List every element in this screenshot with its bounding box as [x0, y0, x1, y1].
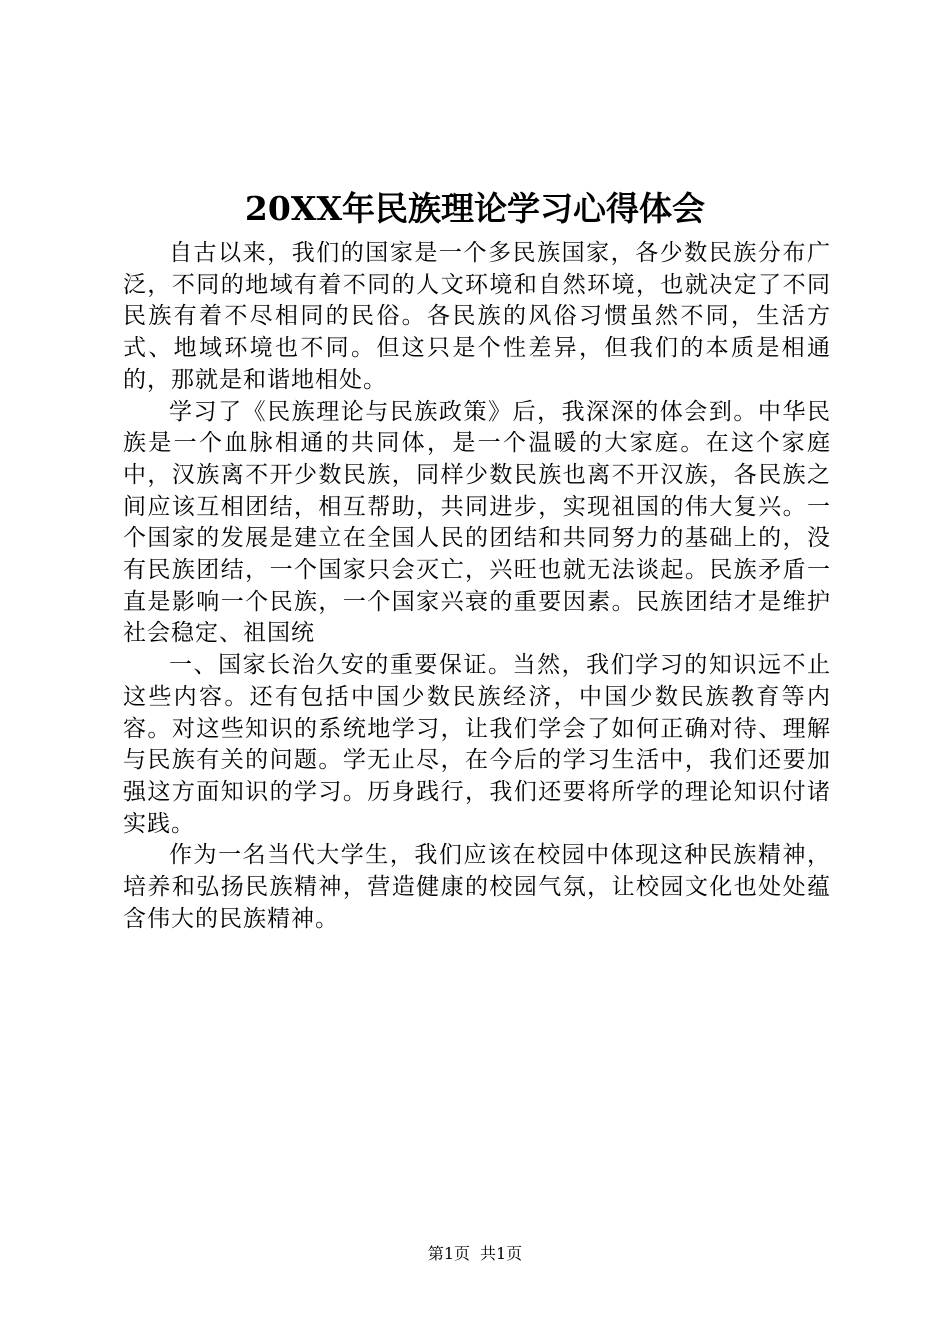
paragraph-1: 自古以来，我们的国家是一个多民族国家，各少数民族分布广泛，不同的地域有着不同的人文环境和自然环境，也就决定了不同民族有着不尽相同的民俗。各民族的风俗习惯虽然不同，生活方式、地域环境也不同。但这只是个性差异，但我们的本质是相通的，那就是和谐地相处。 [123, 240, 831, 393]
paragraph-2: 学习了《民族理论与民族政策》后，我深深的体会到。中华民族是一个血脉相通的共同体，是一个温暖的大家庭。在这个家庭中，汉族离不开少数民族，同样少数民族也离不开汉族，各民族之间应该互相团结，相互帮助，共同进步，实现祖国的伟大复兴。一个国家的发展是建立在全国人民的团结和共同努力的基础上的，没有民族团结，一个国家只会灭亡，兴旺也就无法谈起。民族矛盾一直是影响一个民族，一个国家兴衰的重要因素。民族团结才是维护社会稳定、祖国统 [123, 398, 831, 647]
page-footer [0, 1243, 950, 1265]
page-number-current: 第1页 [427, 1244, 470, 1263]
document-title: 20XX年民族理论学习心得体会 [244, 189, 706, 228]
paragraph-4: 作为一名当代大学生，我们应该在校园中体现这种民族精神，培养和弘扬民族精神，营造健康的校园气氛，让校园文化也处处蕴含伟大的民族精神。 [123, 842, 831, 932]
paragraph-3: 一、国家长治久安的重要保证。当然，我们学习的知识远不止这些内容。还有包括中国少数民族经济，中国少数民族教育等内容。对这些知识的系统地学习，让我们学会了如何正确对待、理解与民族有关的问题。学无止尽，在今后的学习生活中，我们还要加强这方面知识的学习。历身践行，我们还要将所学的理论知识付诸实践。 [123, 652, 831, 837]
document-body [123, 238, 831, 935]
page-number-total: 共1页 [480, 1244, 523, 1263]
